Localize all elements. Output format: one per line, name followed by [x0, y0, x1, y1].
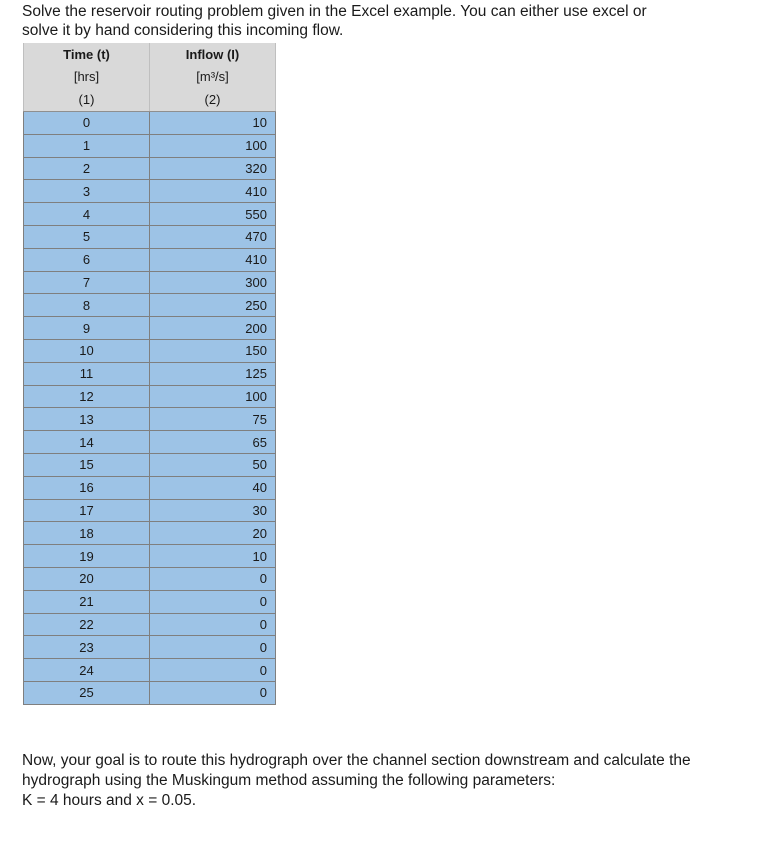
inflow-cell: 30: [150, 499, 276, 522]
inflow-column-index: (2): [150, 87, 276, 112]
inflow-cell: 75: [150, 408, 276, 431]
intro-line-2: solve it by hand considering this incoming flow.: [22, 22, 344, 39]
inflow-cell: 150: [150, 339, 276, 362]
inflow-cell: 40: [150, 476, 276, 499]
inflow-cell: 320: [150, 157, 276, 180]
inflow-cell: 0: [150, 636, 276, 659]
inflow-cell: 0: [150, 590, 276, 613]
inflow-column-title: Inflow (I): [150, 43, 276, 65]
table-row: [24, 681, 276, 704]
table-row: [24, 203, 276, 226]
time-cell: 23: [24, 636, 150, 659]
inflow-cell: 100: [150, 385, 276, 408]
table-body: [24, 112, 276, 705]
time-cell: 6: [24, 248, 150, 271]
table-row: [24, 659, 276, 682]
time-column-index: (1): [24, 87, 150, 112]
inflow-cell: 10: [150, 112, 276, 135]
time-column-title: Time (t): [24, 43, 150, 65]
inflow-cell: 100: [150, 134, 276, 157]
task-line-2: hydrograph using the Muskingum method assuming the following parameters:: [22, 772, 556, 789]
intro-line-1: Solve the reservoir routing problem given in the Excel example. You can either use excel or: [22, 3, 647, 20]
time-column-unit: [hrs]: [24, 65, 150, 87]
inflow-cell: 0: [150, 613, 276, 636]
inflow-cell: 50: [150, 453, 276, 476]
table-row: [24, 613, 276, 636]
inflow-cell: 470: [150, 225, 276, 248]
time-cell: 7: [24, 271, 150, 294]
table-row: [24, 271, 276, 294]
inflow-cell: 410: [150, 180, 276, 203]
inflow-column-unit: [m³/s]: [150, 65, 276, 87]
table-row: [24, 180, 276, 203]
time-cell: 3: [24, 180, 150, 203]
inflow-cell: 0: [150, 659, 276, 682]
inflow-cell: 0: [150, 567, 276, 590]
time-cell: 11: [24, 362, 150, 385]
inflow-cell: 0: [150, 681, 276, 704]
inflow-cell: 300: [150, 271, 276, 294]
time-cell: 4: [24, 203, 150, 226]
time-cell: 2: [24, 157, 150, 180]
table-row: [24, 453, 276, 476]
time-cell: 21: [24, 590, 150, 613]
table-row: [24, 157, 276, 180]
time-cell: 8: [24, 294, 150, 317]
time-cell: 24: [24, 659, 150, 682]
time-cell: 15: [24, 453, 150, 476]
table-row: [24, 567, 276, 590]
time-cell: 1: [24, 134, 150, 157]
table-row: [24, 385, 276, 408]
time-cell: 18: [24, 522, 150, 545]
task-line-3: K = 4 hours and x = 0.05.: [22, 792, 197, 809]
inflow-cell: 10: [150, 545, 276, 568]
time-cell: 16: [24, 476, 150, 499]
time-cell: 19: [24, 545, 150, 568]
inflow-cell: 65: [150, 431, 276, 454]
problem-task: [22, 751, 752, 811]
table-row: [24, 408, 276, 431]
time-cell: 22: [24, 613, 150, 636]
inflow-cell: 550: [150, 203, 276, 226]
table-row: [24, 431, 276, 454]
inflow-cell: 125: [150, 362, 276, 385]
table-row: [24, 339, 276, 362]
time-cell: 25: [24, 681, 150, 704]
table-row: [24, 545, 276, 568]
table-row: [24, 636, 276, 659]
inflow-table: [23, 43, 276, 705]
time-cell: 0: [24, 112, 150, 135]
inflow-cell: 410: [150, 248, 276, 271]
time-cell: 9: [24, 317, 150, 340]
time-cell: 20: [24, 567, 150, 590]
time-cell: 10: [24, 339, 150, 362]
problem-intro: [22, 2, 752, 40]
task-line-1: Now, your goal is to route this hydrograph over the channel section downstream and calculate the: [22, 752, 691, 769]
table-row: [24, 225, 276, 248]
table-row: [24, 522, 276, 545]
inflow-cell: 200: [150, 317, 276, 340]
time-cell: 13: [24, 408, 150, 431]
time-cell: 12: [24, 385, 150, 408]
table-row: [24, 134, 276, 157]
table-row: [24, 317, 276, 340]
table-row: [24, 362, 276, 385]
inflow-cell: 250: [150, 294, 276, 317]
table-row: [24, 248, 276, 271]
table-row: [24, 112, 276, 135]
time-cell: 14: [24, 431, 150, 454]
table-row: [24, 499, 276, 522]
table-header: [24, 43, 276, 112]
inflow-cell: 20: [150, 522, 276, 545]
table-row: [24, 476, 276, 499]
time-cell: 17: [24, 499, 150, 522]
table-row: [24, 590, 276, 613]
time-cell: 5: [24, 225, 150, 248]
table-row: [24, 294, 276, 317]
